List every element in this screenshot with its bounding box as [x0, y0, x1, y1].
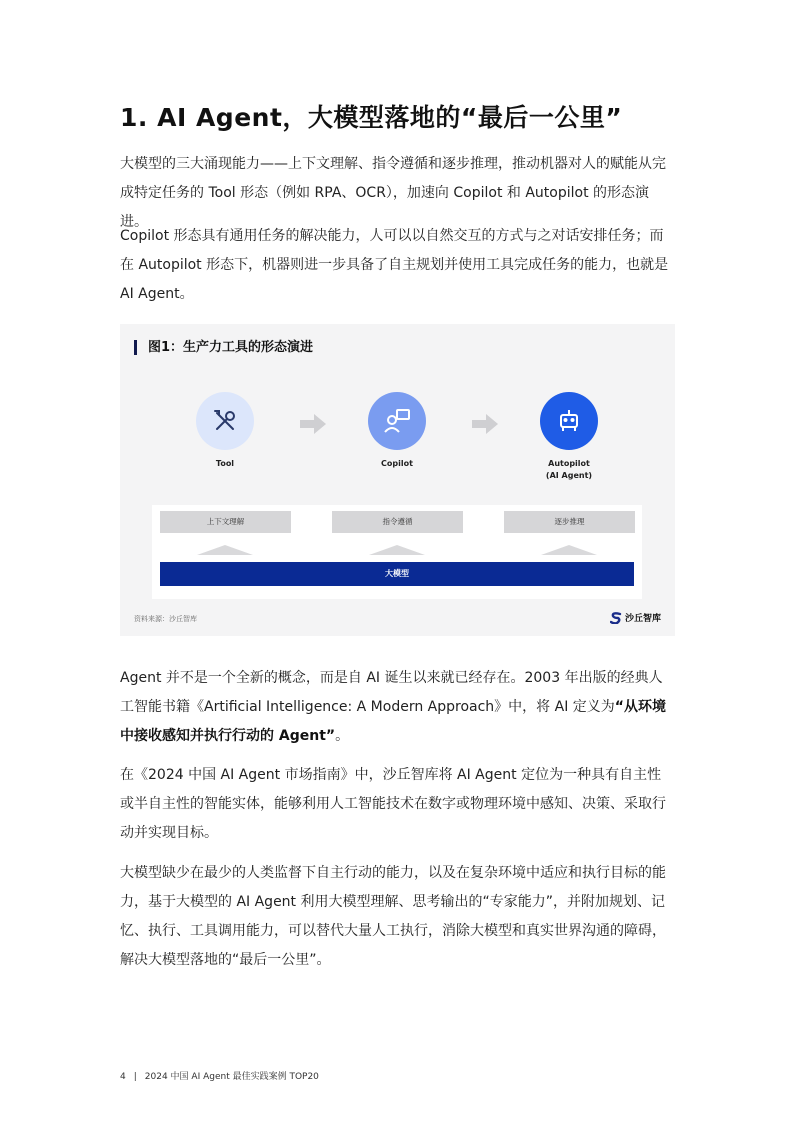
- figure-productivity-evolution: [120, 324, 675, 636]
- capability-panel: [152, 505, 642, 599]
- footer-title: 2024 中国 AI Agent 最佳实践案例 TOP20: [144, 1072, 319, 1082]
- section-heading: 1. AI Agent，大模型落地的“最后一公里”: [120, 103, 623, 132]
- paragraph-2: Copilot 形态具有通用任务的解决能力，人可以以自然交互的方式与之对话安排任务；而在 Autopilot 形态下，机器则进一步具备了自主规划并使用工具完成任务的能力，也就是 AI Agent。: [120, 228, 669, 302]
- arrow-right-icon: [472, 414, 498, 438]
- brand-name: 沙丘智库: [624, 614, 661, 624]
- tools-icon: [196, 392, 254, 450]
- page-footer: 4 | 2024 中国 AI Agent 最佳实践案例 TOP20: [120, 1072, 319, 1082]
- up-arrow-icon: [197, 545, 253, 555]
- capability-context: 上下文理解: [160, 511, 291, 533]
- node-autopilot: [514, 392, 624, 482]
- paragraph-4: 在《2024 中国 AI Agent 市场指南》中，沙丘智库将 AI Agent 定位为一种具有自主性或半自主性的智能实体，能够利用人工智能技术在数字或物理环境中感知、决策、采取行动并实现目标。: [120, 767, 666, 841]
- brand-s-icon: [610, 612, 622, 624]
- figure-title: 图1：生产力工具的形态演进: [134, 340, 313, 355]
- paragraph-3: Agent 并不是一个全新的概念，而是自 AI 诞生以来就已经存在。2003 年出版的经典人工智能书籍《Artificial Intelligence: A Modern Approach》中，将 AI 定义为“从环境中接收感知并执行行动的 Agent”。: [120, 670, 666, 744]
- figure-source: 资料来源：沙丘智库: [134, 615, 197, 623]
- arrow-right-icon: [300, 414, 326, 438]
- up-arrow-icon: [541, 545, 597, 555]
- capability-reasoning: 逐步推理: [504, 511, 635, 533]
- brand-logo: [610, 611, 661, 624]
- node-label-tool: Tool: [215, 459, 235, 468]
- up-arrow-icon: [369, 545, 425, 555]
- node-label-autopilot: Autopilot (AI Agent): [545, 459, 593, 480]
- base-llm: 大模型: [160, 562, 634, 586]
- page-number: 4: [120, 1072, 126, 1082]
- node-label-copilot: Copilot: [381, 459, 413, 468]
- paragraph-5: 大模型缺少在最少的人类监督下自主行动的能力，以及在复杂环境中适应和执行目标的能力，基于大模型的 AI Agent 利用大模型理解、思考输出的“专家能力”，并附加规划、记忆、执行、工具调用能力，可以替代大量人工执行，消除大模型和真实世界沟通的障碍，解决大模型落地的“最后一公里”。: [120, 865, 666, 968]
- person-chat-icon: [368, 392, 426, 450]
- capability-instruction: 指令遵循: [332, 511, 463, 533]
- paragraph-1: 大模型的三大涌现能力——上下文理解、指令遵循和逐步推理，推动机器对人的赋能从完成特定任务的 Tool 形态（例如 RPA、OCR），加速向 Copilot 和 Autopilot 的形态演进。: [120, 156, 666, 230]
- node-copilot: [342, 392, 452, 470]
- robot-icon: [540, 392, 598, 450]
- node-tool: [170, 392, 280, 470]
